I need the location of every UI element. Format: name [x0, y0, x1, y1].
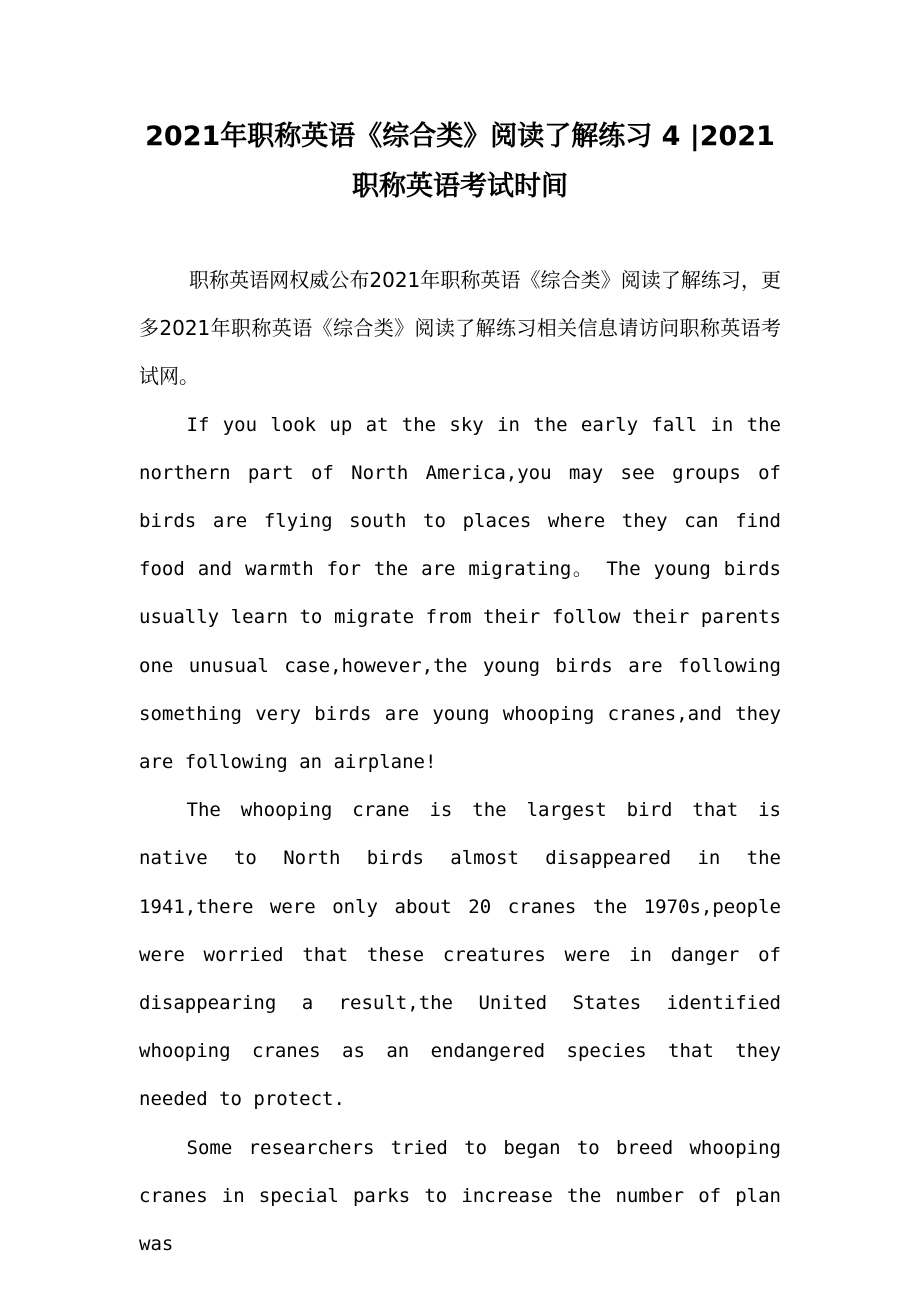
paragraph-migration: If you look up at the sky in the early fall in the northern part of North America,you may see groups of birds are flying south to places where they can find food and warmth for the are migrating。 The young birds usually learn to migrate from their follow their parents one unusual case,however,the young birds are following something very birds are young whooping cranes,and they are following an airplane! — [139, 413, 781, 774]
paragraph-researchers: Some researchers tried to began to breed whooping cranes in special parks to increase the number of plan was — [139, 1136, 781, 1256]
paragraph-whooping-crane: The whooping crane is the largest bird that is native to North birds almost disappeared in the 1941,there were only about 20 cranes the 1970s,people were worried that these creatures were in danger of disappearing a result,the United States identified whooping cranes as an endangered species that they needed to protect. — [139, 799, 781, 1111]
document-title: 2021年职称英语《综合类》阅读了解练习 4 |2021职称英语考试时间 — [145, 121, 775, 202]
intro-paragraph: 职称英语网权威公布2021年职称英语《综合类》阅读了解练习，更多2021年职称英语《综合类》阅读了解练习相关信息请访问职称英语考试网。 — [139, 268, 781, 389]
document-body — [139, 256, 781, 1268]
